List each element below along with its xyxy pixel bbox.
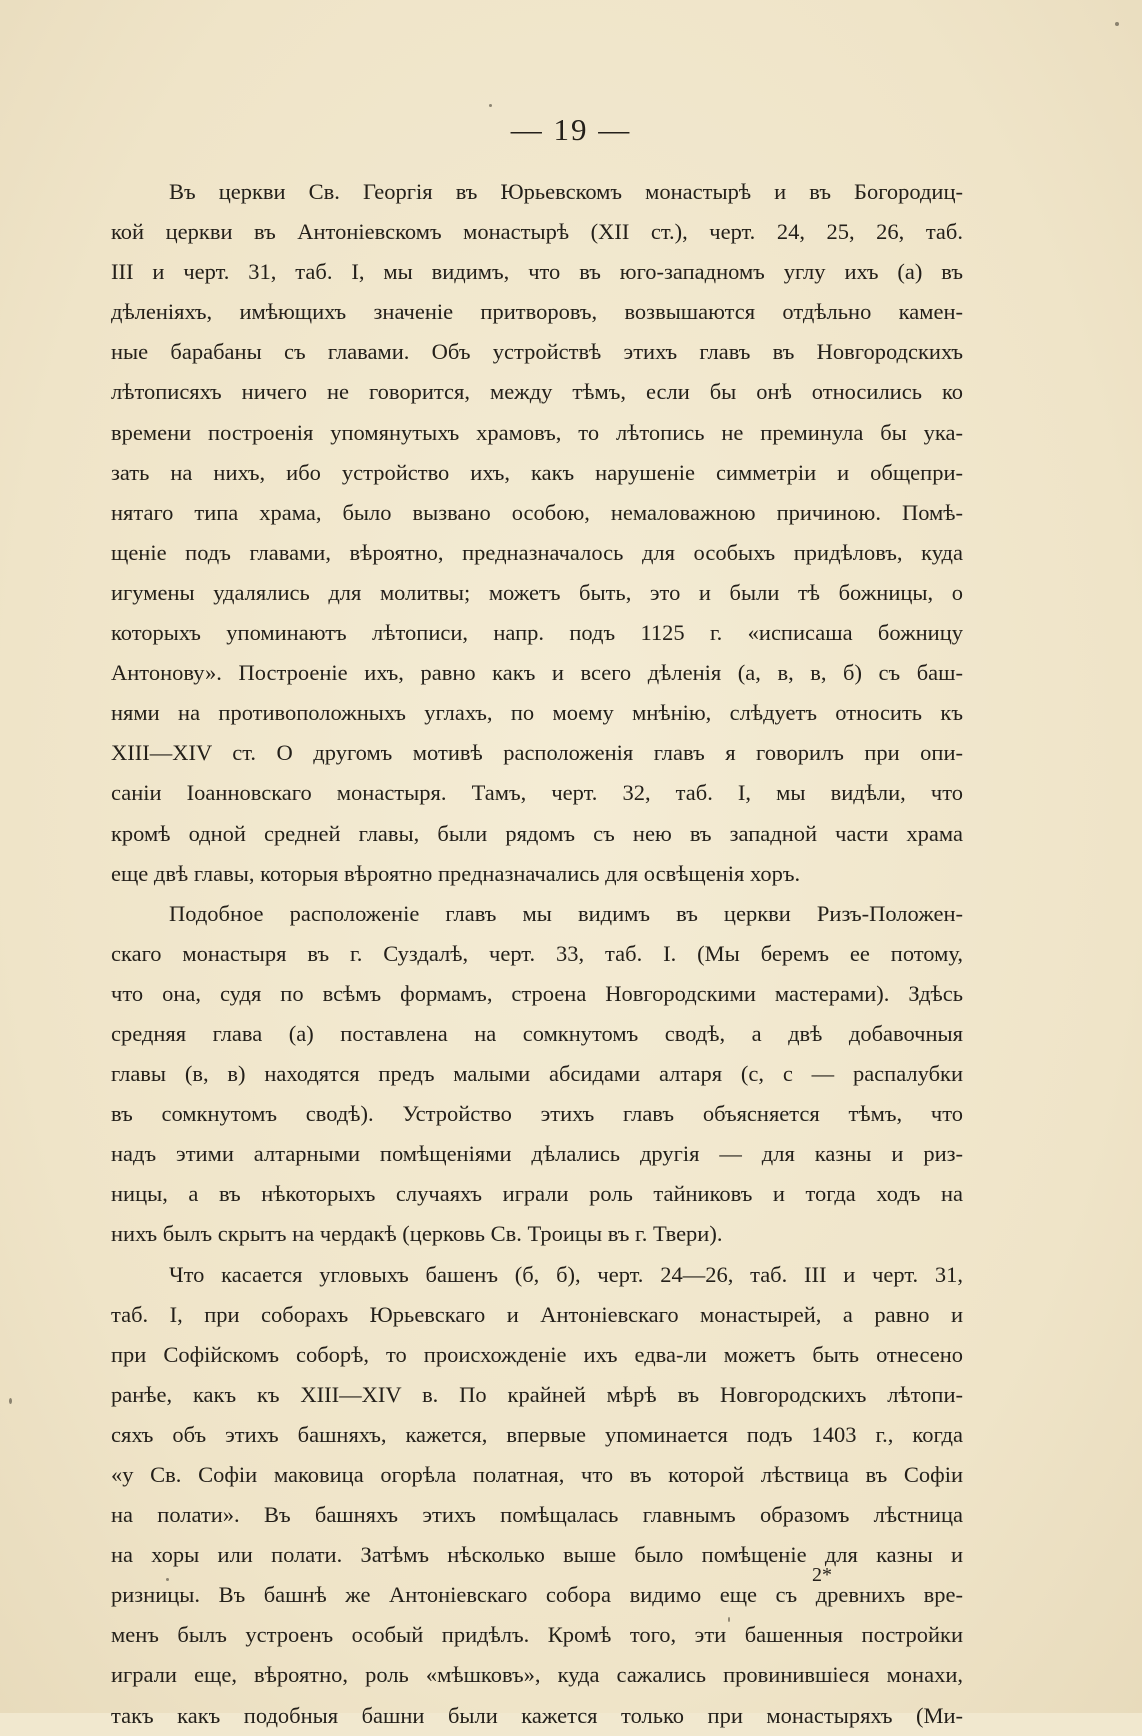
paragraph-1: [111, 172, 963, 894]
text-line: на хоры или полати. Затѣмъ нѣсколько выше было помѣщеніе для казны и: [111, 1542, 963, 1568]
paper-speck: [9, 1398, 12, 1404]
text-line: еще двѣ главы, которыя вѣроятно предназначались для освѣщенія хоръ.: [111, 860, 801, 886]
text-line: Подобное расположеніе главъ мы видимъ въ церкви Ризъ-Положен-: [169, 900, 963, 926]
text-line: игумены удалялись для молитвы; можетъ быть, это и были тѣ божницы, о: [111, 579, 963, 605]
text-line: XIII—XIV ст. О другомъ мотивѣ расположенія главъ я говорилъ при опи-: [111, 740, 963, 766]
text-line: что она, судя по всѣмъ формамъ, строена Новгородскими мастерами). Здѣсь: [111, 980, 963, 1006]
text-line: ницы, а въ нѣкоторыхъ случаяхъ играли роль тайниковъ и тогда ходъ на: [111, 1181, 963, 1207]
text-line: надъ этими алтарными помѣщеніями дѣлались другія — для казны и риз-: [111, 1141, 963, 1167]
page-number: — 19 —: [510, 112, 632, 147]
text-line: ные барабаны съ главами. Объ устройствѣ этихъ главъ въ Новгородскихъ: [111, 339, 963, 365]
text-line: кромѣ одной средней главы, были рядомъ съ нею въ западной части храма: [111, 820, 963, 846]
text-line: главы (в, в) находятся предъ малыми абсидами алтаря (с, с — распалубки: [111, 1061, 963, 1087]
text-line: кой церкви въ Антоніевскомъ монастырѣ (XII ст.), черт. 24, 25, 26, таб.: [111, 219, 963, 245]
text-line: средняя глава (а) поставлена на сомкнутомъ сводѣ, а двѣ добавочныя: [111, 1020, 963, 1046]
text-line: III и черт. 31, таб. I, мы видимъ, что въ юго-западномъ углу ихъ (а) въ: [111, 259, 963, 285]
paragraph-3: [111, 1255, 963, 1736]
paper-speck: [166, 1578, 169, 1581]
paragraph-2: [111, 894, 963, 1255]
text-line: времени построенія упомянутыхъ храмовъ, то лѣтопись не преминула бы ука-: [111, 419, 963, 445]
text-line: Антонову». Построеніе ихъ, равно какъ и всего дѣленія (а, в, в, б) съ баш-: [111, 660, 963, 686]
paper-speck: [489, 104, 492, 107]
text-line: таб. I, при соборахъ Юрьевскаго и Антоніевскаго монастырей, а равно и: [111, 1301, 963, 1327]
text-line: Въ церкви Св. Георгія въ Юрьевскомъ монастырѣ и въ Богородиц-: [169, 179, 963, 204]
paper-speck: [1115, 22, 1119, 26]
text-line: ризницы. Въ башнѣ же Антоніевскаго собора видимо еще съ древнихъ вре-: [111, 1582, 963, 1608]
text-line: нями на противоположныхъ углахъ, по моему мнѣнію, слѣдуетъ относить къ: [111, 700, 963, 726]
text-line: менъ былъ устроенъ особый придѣлъ. Кромѣ того, эти башенныя постройки: [111, 1622, 963, 1648]
body-text: [111, 172, 963, 1736]
text-line: зать на нихъ, ибо устройство ихъ, какъ нарушеніе симметріи и общепри-: [111, 459, 963, 485]
text-line: на полати». Въ башняхъ этихъ помѣщалась главнымъ образомъ лѣстница: [111, 1502, 963, 1528]
text-line: такъ какъ подобныя башни были кажется только при монастыряхъ (Ми-: [111, 1702, 963, 1728]
text-line: нихъ былъ скрытъ на чердакѣ (церковь Св. Троицы въ г. Твери).: [111, 1221, 723, 1247]
text-line: лѣтописяхъ ничего не говорится, между тѣмъ, если бы онѣ относились ко: [111, 379, 963, 405]
text-line: саніи Іоанновскаго монастыря. Тамъ, черт. 32, таб. I, мы видѣли, что: [111, 780, 963, 806]
text-line: Что касается угловыхъ башенъ (б, б), черт. 24—26, таб. III и черт. 31,: [169, 1261, 963, 1287]
paper-speck: [728, 1617, 730, 1622]
text-line: ранѣе, какъ къ XIII—XIV в. По крайней мѣрѣ въ Новгородскихъ лѣтопи-: [111, 1381, 963, 1407]
text-line: дѣленіяхъ, имѣющихъ значеніе притворовъ, возвышаются отдѣльно камен-: [111, 299, 963, 325]
text-line: нятаго типа храма, было вызвано особою, немаловажною причиною. Помѣ-: [111, 499, 963, 525]
text-line: скаго монастыря въ г. Суздалѣ, черт. 33, таб. I. (Мы беремъ ее потому,: [111, 940, 963, 966]
text-line: при Софійскомъ соборѣ, то происхожденіе ихъ едва-ли можетъ быть отнесено: [111, 1341, 963, 1367]
text-line: сяхъ объ этихъ башняхъ, кажется, впервые упоминается подъ 1403 г., когда: [111, 1421, 963, 1447]
text-line: которыхъ упоминаютъ лѣтописи, напр. подъ 1125 г. «исписаша божницу: [111, 620, 963, 646]
text-line: играли еще, вѣроятно, роль «мѣшковъ», куда сажались провинившіеся монахи,: [111, 1662, 963, 1688]
text-line: въ сомкнутомъ сводѣ). Устройство этихъ главъ объясняется тѣмъ, что: [111, 1101, 963, 1127]
signature-mark: 2*: [812, 1564, 832, 1586]
text-line: «у Св. Софіи маковица огорѣла полатная, что въ которой лѣствица въ Софіи: [111, 1462, 963, 1487]
text-line: щеніе подъ главами, вѣроятно, предназначалось для особыхъ придѣловъ, куда: [111, 539, 963, 565]
